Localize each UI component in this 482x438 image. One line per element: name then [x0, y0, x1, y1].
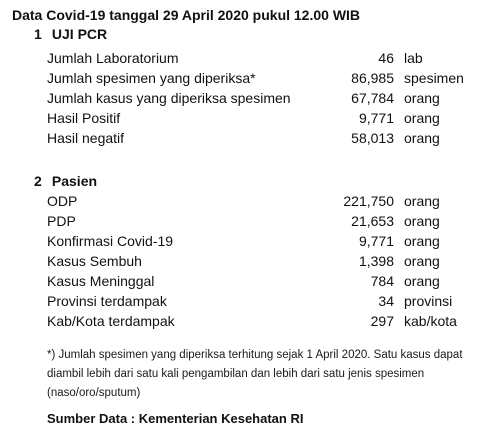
row-label: Hasil negatif	[47, 130, 125, 146]
row-unit: orang	[404, 253, 440, 269]
table-row	[0, 193, 482, 213]
row-unit: orang	[404, 193, 440, 209]
row-value: 86,985	[351, 70, 394, 86]
row-value: 9,771	[358, 233, 394, 249]
section-title: UJI PCR	[51, 26, 108, 42]
row-value: 58,013	[351, 130, 394, 146]
row-value: 9,771	[358, 110, 394, 126]
row-value: 1,398	[358, 253, 394, 269]
row-label: Kasus Meninggal	[47, 273, 155, 289]
section-heading-uji-pcr	[34, 26, 107, 42]
table-row	[0, 233, 482, 253]
table-row	[0, 253, 482, 273]
row-unit: orang	[404, 233, 440, 249]
row-unit: orang	[404, 90, 440, 106]
data-source: Sumber Data : Kementerian Kesehatan RI	[47, 411, 304, 426]
table-row	[0, 273, 482, 293]
row-unit: orang	[404, 213, 440, 229]
row-label: ODP	[47, 193, 78, 209]
row-value: 46	[378, 50, 394, 66]
row-unit: provinsi	[404, 293, 453, 309]
table-row	[0, 70, 482, 90]
table-row	[0, 293, 482, 313]
row-unit: kab/kota	[404, 313, 457, 329]
row-value: 221,750	[343, 193, 394, 209]
row-value: 34	[378, 293, 394, 309]
row-unit: orang	[404, 130, 440, 146]
row-label: Provinsi terdampak	[47, 293, 167, 309]
row-unit: lab	[404, 50, 423, 66]
row-label: Jumlah kasus yang diperiksa spesimen	[47, 90, 291, 106]
row-label: Kab/Kota terdampak	[47, 313, 175, 329]
row-label: Jumlah spesimen yang diperiksa*	[47, 70, 256, 86]
table-row	[0, 110, 482, 130]
row-unit: orang	[404, 273, 440, 289]
section-title: Pasien	[51, 173, 98, 189]
row-unit: orang	[404, 110, 440, 126]
section-number: 2	[34, 173, 42, 189]
table-row	[0, 313, 482, 333]
table-row	[0, 213, 482, 233]
row-value: 297	[370, 313, 394, 329]
footnote: *) Jumlah spesimen yang diperiksa terhitung sejak 1 April 2020. Satu kasus dapat diambil lebih dari satu kali pengambilan dan lebih dari satu jenis spesimen (naso/oro/sputum)	[47, 349, 463, 399]
section-number: 1	[34, 26, 42, 42]
document-title: Data Covid-19 tanggal 29 April 2020 pukul 12.00 WIB	[12, 7, 361, 23]
table-row	[0, 50, 482, 70]
row-label: Hasil Positif	[47, 110, 121, 126]
row-label: Konfirmasi Covid-19	[47, 233, 174, 249]
row-unit: spesimen	[404, 70, 464, 86]
row-value: 67,784	[351, 90, 394, 106]
section-heading-pasien	[34, 173, 97, 189]
table-row	[0, 90, 482, 110]
row-value: 784	[370, 273, 394, 289]
row-label: Jumlah Laboratorium	[47, 50, 179, 66]
table-row	[0, 130, 482, 150]
row-label: PDP	[47, 213, 76, 229]
row-label: Kasus Sembuh	[47, 253, 142, 269]
row-value: 21,653	[351, 213, 394, 229]
